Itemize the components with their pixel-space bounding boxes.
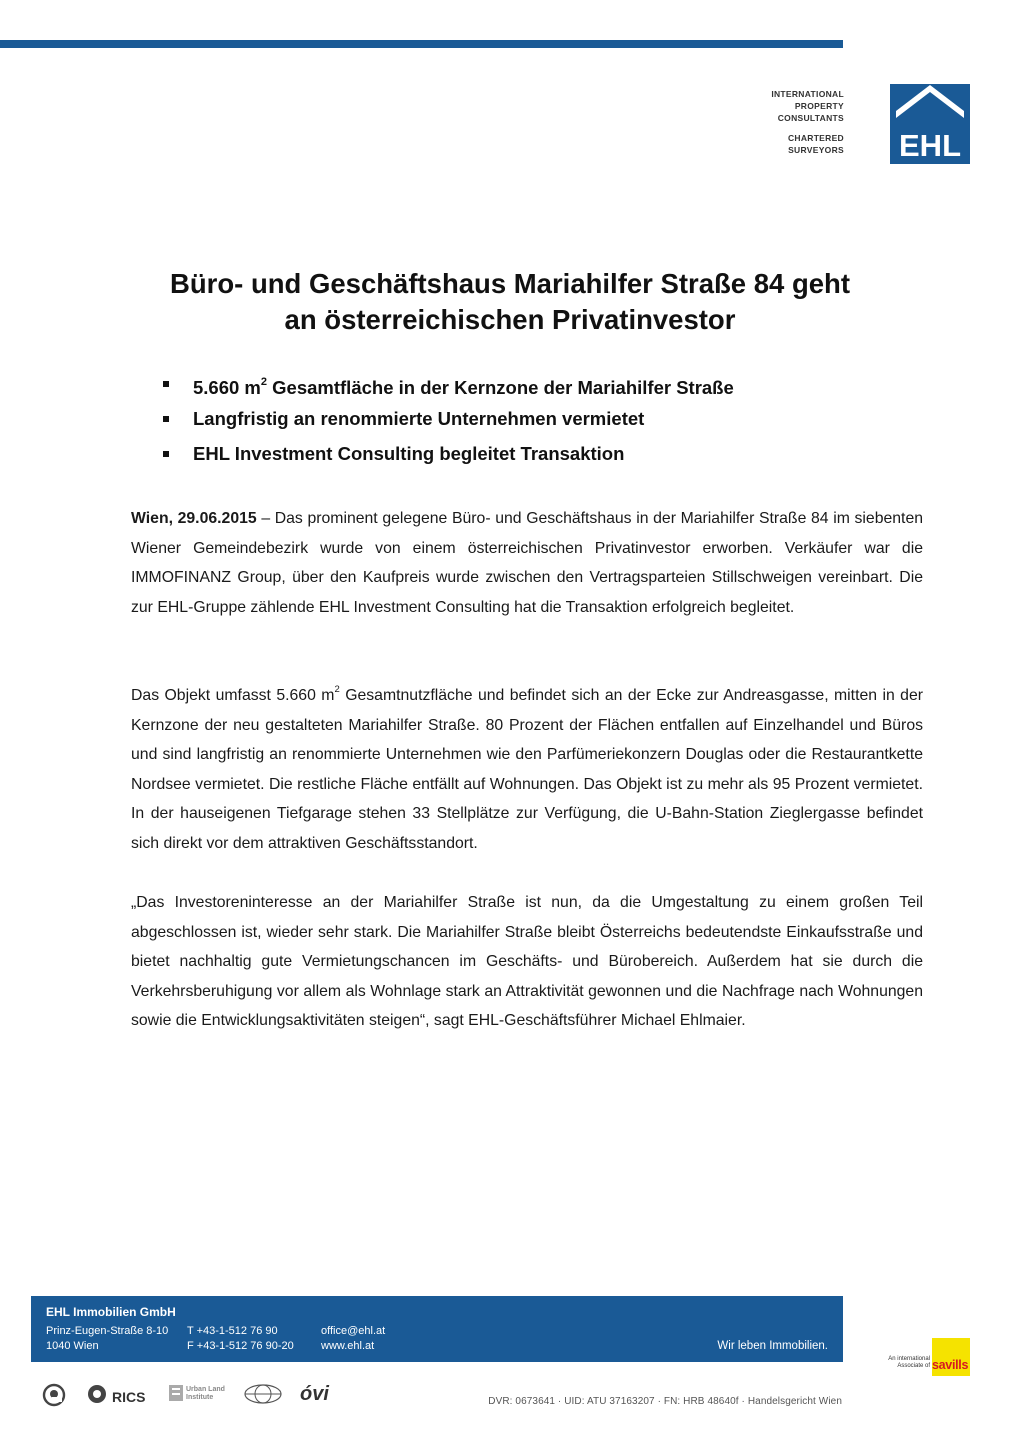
body-paragraph-2: Das Objekt umfasst 5.660 $m^2$ Gesamtnutzfläche und befindet sich an der Ecke zur Andreasgasse, mitten in der Kernzone der neu gestalteten Mariahilfer Straße. 80 Prozent der Flächen entfallen auf Einzelhandel und Büros und sind langfristig an renommierte Unternehmen wie den Parfümeriekonzern Douglas oder die Restaurantkette Nordsee vermietet. Die restliche Fläche entfällt auf Wohnungen. Das Objekt ist zu mehr als 95 Prozent vermietet. In der hauseigenen Tiefgarage stehen 33 Stellplätze zur Verfügung, die U-Bahn-Station Zieglergasse befindet sich direkt vor dem attraktiven Geschäftsstandort. xyxy=(131,683,924,852)
website-link[interactable]: www.ehl.at xyxy=(321,1340,375,1352)
title-line-2: an österreichischen Privatinvestor xyxy=(284,304,736,335)
body-paragraph-3: „Das Investoreninteresse an der Mariahilfer Straße ist nun, da die Umgestaltung zu einem großen Teil abgeschlossen ist, wieder sehr stark. Die Mariahilfer Straße bleibt Österreichs bedeutendste Einkaufsstraße und bietet nachhaltig gute Vermietungschancen im Geschäfts- und Bürobereich. Außerdem hat sie durch die Verkehrsberuhigung vor allem als Wohnlage stark an Attraktivität gewonnen und die Nachfrage nach Wohnungen sowie die Entwicklungsaktivitäten steigen“, sagt EHL-Geschäftsführer Michael Ehlmaier. xyxy=(131,894,923,1030)
ovi-logo: óvi xyxy=(300,1383,329,1405)
body-paragraph-1: Wien, 29.06.2015 – Das prominent gelegene Büro- und Geschäftshaus in der Mariahilfer Straße 84 im siebenten Wiener Gemeindebezirk wurde von einem österreichischen Privatinvestor erworben. Verkäufer war die IMMOFINANZ Group, über den Kaufpreis wurde zwischen den Vertragsparteien Stillschweigen vereinbart. Die zur EHL-Gruppe zählende EHL Investment Consulting hat die Transaktion erfolgreich begleitet. xyxy=(131,510,924,616)
logo-mark: EHL xyxy=(899,128,961,163)
savills-associate-logo: An international Associate of savills xyxy=(876,1338,972,1376)
footer-contact-bar xyxy=(31,1296,843,1362)
rics-logo: RICS xyxy=(86,1383,166,1405)
logo-line: INTERNATIONAL xyxy=(771,89,844,99)
fiabci-emblem-icon xyxy=(241,1383,285,1407)
dateline: Wien, 29.06.2015 xyxy=(131,510,257,527)
list-item: 5.660 $m^2$ Gesamtfläche in der Kernzone der Mariahilfer Straße xyxy=(160,368,940,403)
web-contacts xyxy=(321,1324,385,1354)
key-facts-list xyxy=(160,368,940,473)
uli-logo: Urban Land Institute xyxy=(168,1383,238,1403)
legal-registration-info: DVR: 0673641 · UID: ATU 37163207 · FN: HRB 48640f · Handelsgericht Wien xyxy=(488,1396,842,1407)
bullet-square-icon xyxy=(163,451,169,457)
slogan: Wir leben Immobilien. xyxy=(717,1340,828,1352)
logo-line: SURVEYORS xyxy=(788,145,844,155)
logo-line: PROPERTY xyxy=(794,101,844,111)
header-accent-bar xyxy=(0,40,843,48)
bullet-square-icon xyxy=(163,381,169,387)
list-item: Langfristig an renommierte Unternehmen vermietet xyxy=(160,403,940,438)
savills-wordmark: savills xyxy=(932,1358,969,1372)
company-address: Prinz-Eugen-Straße 8-10 1040 Wien xyxy=(46,1325,169,1352)
logo-line: CONSULTANTS xyxy=(777,113,844,123)
company-name: EHL Immobilien GmbH xyxy=(46,1305,176,1319)
uli-emblem-icon xyxy=(168,1383,184,1403)
email-link[interactable]: office@ehl.at xyxy=(321,1325,386,1337)
list-item: EHL Investment Consulting begleitet Transaktion xyxy=(160,438,940,473)
iso-seal-icon xyxy=(42,1383,66,1407)
bullet-square-icon xyxy=(163,416,169,422)
title-line-1: Büro- und Geschäftshaus Mariahilfer Straße 84 geht xyxy=(169,268,850,299)
page-title xyxy=(80,266,940,338)
logo-line: CHARTERED xyxy=(787,133,844,143)
ehl-logo-icon xyxy=(890,84,970,164)
rics-emblem-icon xyxy=(86,1383,108,1405)
phone-numbers: T +43-1-512 76 90 F +43-1-512 76 90-20 xyxy=(187,1325,294,1352)
logo-tagline xyxy=(771,88,844,156)
